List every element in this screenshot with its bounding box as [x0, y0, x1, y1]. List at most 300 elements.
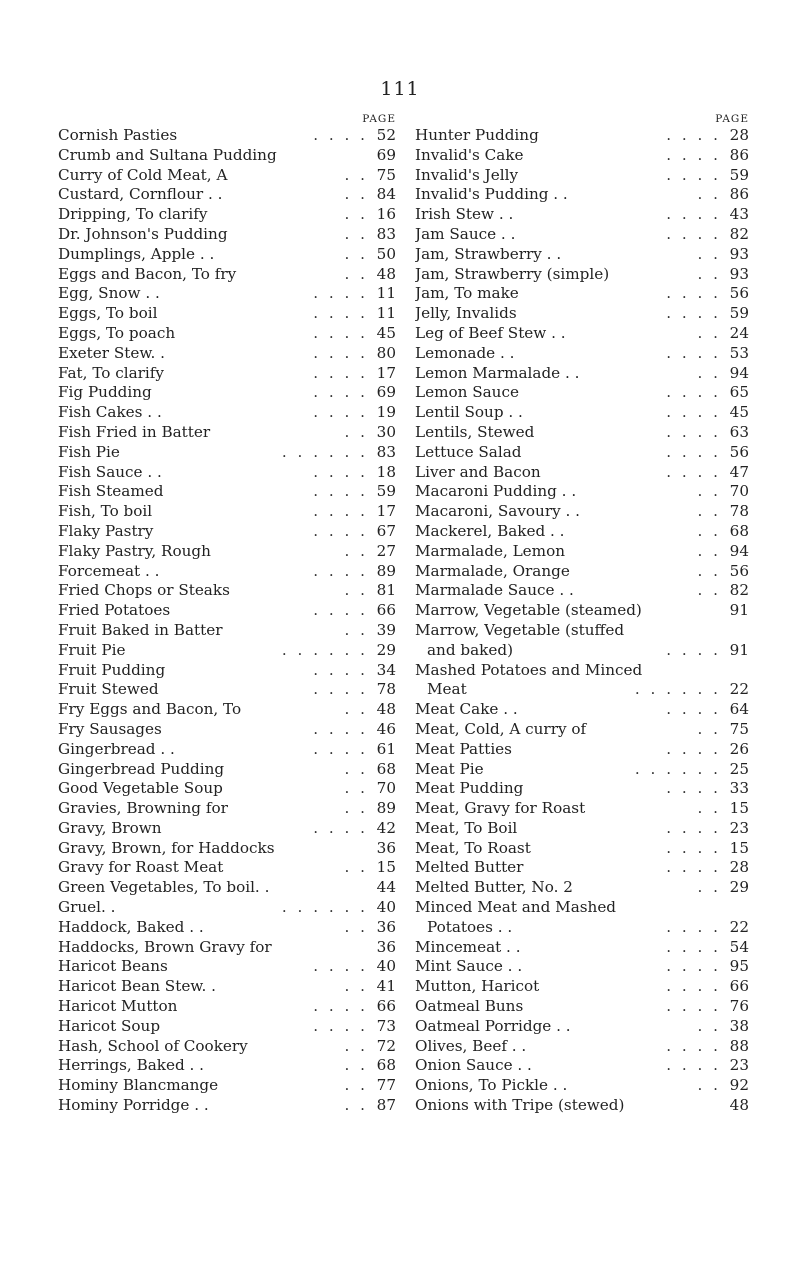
entry-page-number: 89 — [376, 561, 396, 580]
entry-page-number: 76 — [729, 997, 749, 1016]
entry-title: Fish Steamed — [58, 482, 164, 501]
entry-title: Marmalade, Orange — [415, 561, 570, 580]
leader-dots: . . . . . . — [634, 759, 721, 778]
entry-page-number: 28 — [729, 858, 749, 877]
index-entry — [58, 185, 396, 205]
leader-dots: . . — [344, 779, 368, 798]
entry-title: Marmalade, Lemon — [415, 541, 565, 560]
index-entry — [415, 799, 749, 819]
leader-dots: . . . . — [666, 700, 721, 719]
leader-dots: . . . . . . — [634, 680, 721, 699]
entry-page-number: 15 — [376, 858, 396, 877]
leader-dots: . . . . — [666, 937, 721, 956]
index-entry — [58, 146, 396, 166]
entry-page-number: 16 — [376, 205, 396, 224]
index-entry — [415, 621, 749, 661]
leader-dots: . . . . — [313, 403, 368, 422]
entry-title: Marrow, Vegetable (steamed) — [415, 601, 642, 620]
entry-page-number: 73 — [376, 1016, 396, 1035]
entry-page-number: 29 — [729, 878, 749, 897]
index-entry — [58, 1037, 396, 1057]
entry-title: Gruel. . — [58, 898, 116, 917]
entry-title: Flaky Pastry — [58, 521, 154, 540]
entry-page-number: 68 — [376, 759, 396, 778]
index-entry — [415, 720, 749, 740]
entry-title: Fry Eggs and Bacon, To — [58, 700, 242, 719]
entry-title: Hominy Blancmange — [58, 1076, 219, 1095]
index-entry — [58, 383, 396, 403]
entry-title: Eggs and Bacon, To fry — [58, 264, 237, 283]
leader-dots: . . — [344, 917, 368, 936]
entry-page-number: 41 — [376, 977, 396, 996]
leader-dots: . . . . — [313, 719, 368, 738]
entry-page-number: 46 — [376, 719, 396, 738]
leader-dots: . . — [697, 185, 721, 204]
entry-page-number: 56 — [729, 284, 749, 303]
leader-dots: . . — [344, 620, 368, 639]
entry-page-number: 17 — [376, 363, 396, 382]
entry-title: Invalid's Cake — [415, 145, 524, 164]
index-entry — [58, 760, 396, 780]
leader-dots: . . — [344, 1096, 368, 1115]
entry-page-number: 70 — [729, 482, 749, 501]
entry-title: Irish Stew . . — [415, 205, 514, 224]
index-entry — [415, 1017, 749, 1037]
index-entry — [58, 126, 396, 146]
entry-title: Oatmeal Buns — [415, 997, 524, 1016]
entry-page-number: 59 — [729, 304, 749, 323]
entry-title: Meat, To Roast — [415, 838, 531, 857]
entry-title: Meat Cake . . — [415, 700, 518, 719]
entry-page-number: 78 — [729, 502, 749, 521]
index-entry — [58, 839, 396, 859]
entry-title: Meat, Cold, A curry of — [415, 719, 587, 738]
entry-title: Hominy Porridge . . — [58, 1096, 209, 1115]
leader-dots: . . — [697, 719, 721, 738]
index-entry — [415, 522, 749, 542]
entry-title: Meat Pudding — [415, 779, 524, 798]
entry-title: Gingerbread . . — [58, 739, 175, 758]
entry-page-number: 11 — [376, 284, 396, 303]
entry-title: Jam Sauce . . — [415, 224, 516, 243]
index-entry — [415, 443, 749, 463]
entry-page-number: 23 — [729, 1056, 749, 1075]
entry-title: Fried Potatoes — [58, 601, 171, 620]
leader-dots: . . . . — [313, 284, 368, 303]
entry-page-number: 34 — [376, 660, 396, 679]
leader-dots: . . . . — [666, 1056, 721, 1075]
entry-page-number: 43 — [729, 205, 749, 224]
leader-dots: . . — [697, 264, 721, 283]
index-entry — [415, 957, 749, 977]
index-entry — [415, 1056, 749, 1076]
entry-page-number: 88 — [729, 1036, 749, 1055]
leader-dots: . . . . — [313, 363, 368, 382]
entry-page-number: 56 — [729, 561, 749, 580]
index-entry — [415, 185, 749, 205]
index-entry — [415, 225, 749, 245]
entry-page-number: 33 — [729, 779, 749, 798]
entry-title: Dripping, To clarify — [58, 205, 208, 224]
entry-title: Lentil Soup . . — [415, 403, 523, 422]
index-entry — [58, 225, 396, 245]
leader-dots: . . . . — [666, 779, 721, 798]
entry-page-number: 36 — [376, 937, 396, 956]
entry-page-number: 54 — [729, 937, 749, 956]
leader-dots: . . . . — [666, 917, 721, 936]
index-entry — [415, 700, 749, 720]
index-entry — [415, 562, 749, 582]
entry-page-number: 95 — [729, 957, 749, 976]
index-entry — [415, 898, 749, 938]
index-entry — [58, 581, 396, 601]
entry-page-number: 93 — [729, 244, 749, 263]
entry-title: Mint Sauce . . — [415, 957, 523, 976]
entry-page-number: 22 — [729, 917, 749, 936]
entry-page-number: 78 — [376, 680, 396, 699]
leader-dots: . . . . — [313, 818, 368, 837]
leader-dots: . . . . — [666, 957, 721, 976]
entry-page-number: 28 — [729, 126, 749, 144]
index-entry — [58, 957, 396, 977]
leader-dots: . . — [344, 700, 368, 719]
entry-page-number: 56 — [729, 442, 749, 461]
entry-title: Gingerbread Pudding — [58, 759, 225, 778]
index-entry — [58, 284, 396, 304]
leader-dots: . . — [697, 1016, 721, 1035]
leader-dots: . . . . — [666, 126, 721, 144]
index-entry — [58, 601, 396, 621]
index-entry — [415, 304, 749, 324]
index-entry — [58, 324, 396, 344]
entry-page-number: 48 — [376, 700, 396, 719]
entry-title: Hash, School of Cookery — [58, 1036, 248, 1055]
index-entry — [58, 542, 396, 562]
leader-dots: . . . . — [666, 818, 721, 837]
entry-page-number: 65 — [729, 383, 749, 402]
index-entry — [58, 1096, 396, 1116]
leader-dots: . . . . — [666, 462, 721, 481]
leader-dots: . . — [697, 581, 721, 600]
entry-page-number: 48 — [376, 264, 396, 283]
leader-dots: . . — [344, 581, 368, 600]
leader-dots: . . — [697, 482, 721, 501]
entry-title-continued: Potatoes . . — [427, 917, 513, 936]
index-list-right — [415, 126, 749, 1116]
index-entry — [58, 641, 396, 661]
index-entry — [58, 304, 396, 324]
index-entry — [58, 443, 396, 463]
index-entry — [58, 918, 396, 938]
entry-title: Fat, To clarify — [58, 363, 164, 382]
leader-dots: . . . . — [313, 343, 368, 362]
index-entry — [58, 898, 396, 918]
entry-page-number: 38 — [729, 1016, 749, 1035]
index-entry — [415, 601, 749, 621]
leader-dots: . . — [344, 858, 368, 877]
leader-dots: . . . . — [313, 304, 368, 323]
index-entry — [58, 1076, 396, 1096]
index-entry — [415, 502, 749, 522]
entry-page-number: 50 — [376, 244, 396, 263]
entry-title: Mackerel, Baked . . — [415, 521, 565, 540]
leader-dots: . . . . — [666, 343, 721, 362]
entry-page-number: 59 — [729, 165, 749, 184]
index-entry — [58, 205, 396, 225]
index-entry — [415, 997, 749, 1017]
entry-page-number: 75 — [729, 719, 749, 738]
leader-dots: . . . . — [666, 284, 721, 303]
index-entry — [415, 760, 749, 780]
leader-dots: . . . . — [313, 739, 368, 758]
entry-title: Hunter Pudding — [415, 126, 539, 144]
leader-dots: . . — [344, 541, 368, 560]
index-entry — [415, 423, 749, 443]
index-entry — [415, 878, 749, 898]
entry-title: Haricot Mutton — [58, 997, 178, 1016]
entry-page-number: 40 — [376, 957, 396, 976]
entry-title: Lemonade . . — [415, 343, 515, 362]
index-entry — [415, 1076, 749, 1096]
leader-dots: . . . . — [313, 323, 368, 342]
entry-page-number: 72 — [376, 1036, 396, 1055]
entry-page-number: 81 — [376, 581, 396, 600]
entry-page-number: 92 — [729, 1076, 749, 1095]
index-entry — [58, 858, 396, 878]
entry-title: Fig Pudding — [58, 383, 152, 402]
page-number: 111 — [380, 78, 420, 100]
leader-dots: . . — [344, 1056, 368, 1075]
leader-dots: . . — [344, 224, 368, 243]
entry-page-number: 17 — [376, 502, 396, 521]
leader-dots: . . . . — [313, 680, 368, 699]
index-entry — [415, 383, 749, 403]
index-column-left — [58, 112, 396, 1116]
entry-page-number: 45 — [729, 403, 749, 422]
index-entry — [415, 839, 749, 859]
leader-dots: . . . . — [313, 997, 368, 1016]
leader-dots: . . — [697, 541, 721, 560]
entry-page-number: 15 — [729, 799, 749, 818]
entry-page-number: 52 — [376, 126, 396, 144]
entry-title: Jelly, Invalids — [415, 304, 517, 323]
entry-title: Jam, Strawberry . . — [415, 244, 562, 263]
entry-title: Lentils, Stewed — [415, 422, 535, 441]
leader-dots: . . — [697, 561, 721, 580]
entry-page-number: 66 — [376, 601, 396, 620]
leader-dots: . . . . — [313, 482, 368, 501]
leader-dots: . . . . — [666, 442, 721, 461]
entry-title: Marrow, Vegetable (stuffed — [415, 620, 625, 639]
entry-title: Leg of Beef Stew . . — [415, 323, 566, 342]
entry-title: Melted Butter, No. 2 — [415, 878, 573, 897]
index-entry — [415, 1096, 749, 1116]
entry-page-number: 83 — [376, 442, 396, 461]
entry-title: Jam, To make — [415, 284, 519, 303]
leader-dots: . . . . — [666, 640, 721, 659]
entry-page-number: 83 — [376, 224, 396, 243]
leader-dots: . . . . — [666, 838, 721, 857]
index-entry — [58, 482, 396, 502]
entry-page-number: 94 — [729, 363, 749, 382]
leader-dots: . . . . — [666, 422, 721, 441]
entry-title: Minced Meat and Mashed — [415, 898, 617, 917]
leader-dots: . . . . — [666, 1036, 721, 1055]
entry-continuation — [415, 641, 749, 661]
leader-dots: . . . . — [313, 601, 368, 620]
entry-page-number: 66 — [729, 977, 749, 996]
entry-page-number: 29 — [376, 640, 396, 659]
index-entry — [415, 463, 749, 483]
entry-title: Jam, Strawberry (simple) — [415, 264, 610, 283]
entry-page-number: 23 — [729, 818, 749, 837]
entry-page-number: 39 — [376, 620, 396, 639]
entry-title: Mutton, Haricot — [415, 977, 540, 996]
leader-dots: . . — [697, 244, 721, 263]
entry-title: Egg, Snow . . — [58, 284, 160, 303]
entry-title: Forcemeat . . — [58, 561, 160, 580]
entry-title: Lemon Sauce — [415, 383, 519, 402]
entry-title: Fish Pie — [58, 442, 120, 461]
leader-dots: . . — [344, 1036, 368, 1055]
leader-dots: . . . . . . — [281, 898, 368, 917]
leader-dots: . . . . — [666, 165, 721, 184]
leader-dots: . . . . — [313, 561, 368, 580]
entry-title: Fruit Pudding — [58, 660, 166, 679]
entry-title: Gravies, Browning for — [58, 799, 228, 818]
index-list-left — [58, 126, 396, 1116]
index-entry — [58, 403, 396, 423]
entry-page-number: 27 — [376, 541, 396, 560]
leader-dots: . . . . — [313, 462, 368, 481]
entry-page-number: 24 — [729, 323, 749, 342]
index-entry — [58, 166, 396, 186]
leader-dots: . . — [697, 878, 721, 897]
index-entry — [58, 740, 396, 760]
entry-title: Oatmeal Porridge . . — [415, 1016, 571, 1035]
entry-page-number: 40 — [376, 898, 396, 917]
leader-dots: . . . . — [313, 383, 368, 402]
index-entry — [58, 878, 396, 898]
index-entry — [415, 146, 749, 166]
entry-continuation — [415, 680, 749, 700]
index-entry — [58, 522, 396, 542]
index-entry — [415, 126, 749, 146]
entry-title-continued: Meat — [427, 680, 467, 699]
index-entry — [415, 542, 749, 562]
leader-dots: . . . . — [313, 126, 368, 144]
index-entry — [58, 621, 396, 641]
entry-title: Haricot Bean Stew. . — [58, 977, 216, 996]
entry-title: Gravy, Brown — [58, 818, 162, 837]
leader-dots: . . . . — [666, 205, 721, 224]
entry-title: Haddock, Baked . . — [58, 917, 204, 936]
entry-page-number: 36 — [376, 838, 396, 857]
index-entry — [415, 858, 749, 878]
index-entry — [415, 779, 749, 799]
entry-title: Fish Fried in Batter — [58, 422, 211, 441]
entry-title: Onion Sauce . . — [415, 1056, 532, 1075]
index-entry — [415, 166, 749, 186]
index-entry — [58, 245, 396, 265]
entry-title: Mincemeat . . — [415, 937, 521, 956]
entry-page-number: 48 — [729, 1096, 749, 1115]
index-entry — [58, 779, 396, 799]
index-entry — [58, 463, 396, 483]
leader-dots: . . — [344, 977, 368, 996]
entry-title: Macaroni, Savoury . . — [415, 502, 580, 521]
entry-continuation — [415, 918, 749, 938]
index-entry — [415, 205, 749, 225]
entry-page-number: 93 — [729, 264, 749, 283]
entry-title: Mashed Potatoes and Minced — [415, 660, 643, 679]
entry-page-number: 64 — [729, 700, 749, 719]
index-entry — [415, 344, 749, 364]
entry-title: Invalid's Pudding . . — [415, 185, 568, 204]
leader-dots: . . . . — [666, 403, 721, 422]
leader-dots: . . — [344, 244, 368, 263]
index-entry — [58, 1056, 396, 1076]
index-entry — [415, 265, 749, 285]
entry-page-number: 75 — [376, 165, 396, 184]
index-entry — [415, 740, 749, 760]
index-entry — [58, 700, 396, 720]
entry-page-number: 66 — [376, 997, 396, 1016]
leader-dots: . . — [697, 521, 721, 540]
leader-dots: . . . . — [313, 1016, 368, 1035]
entry-page-number: 45 — [376, 323, 396, 342]
entry-page-number: 19 — [376, 403, 396, 422]
index-entry — [58, 265, 396, 285]
index-entry — [415, 482, 749, 502]
index-entry — [58, 997, 396, 1017]
index-entry — [58, 720, 396, 740]
leader-dots: . . — [697, 502, 721, 521]
leader-dots: . . — [344, 205, 368, 224]
entry-page-number: 94 — [729, 541, 749, 560]
entry-title: Marmalade Sauce . . — [415, 581, 574, 600]
entry-page-number: 42 — [376, 818, 396, 837]
leader-dots: . . — [697, 1076, 721, 1095]
entry-page-number: 22 — [729, 680, 749, 699]
index-entry — [415, 403, 749, 423]
entry-page-number: 47 — [729, 462, 749, 481]
leader-dots: . . . . — [313, 521, 368, 540]
entry-page-number: 69 — [376, 145, 396, 164]
entry-title: Crumb and Sultana Pudding — [58, 145, 277, 164]
entry-title: Fruit Baked in Batter — [58, 620, 223, 639]
entry-page-number: 25 — [729, 759, 749, 778]
leader-dots: . . . . . . — [281, 640, 368, 659]
index-entry — [415, 581, 749, 601]
entry-title: Lettuce Salad — [415, 442, 522, 461]
leader-dots: . . . . — [313, 660, 368, 679]
entry-title: Green Vegetables, To boil. . — [58, 878, 270, 897]
entry-title: Meat, To Boil — [415, 818, 518, 837]
entry-page-number: 63 — [729, 422, 749, 441]
leader-dots: . . . . — [666, 858, 721, 877]
entry-page-number: 36 — [376, 917, 396, 936]
index-entry — [415, 1037, 749, 1057]
index-entry — [58, 661, 396, 681]
entry-page-number: 89 — [376, 799, 396, 818]
entry-page-number: 44 — [376, 878, 396, 897]
leader-dots: . . . . — [666, 304, 721, 323]
index-entry — [58, 938, 396, 958]
entry-title: Liver and Bacon — [415, 462, 541, 481]
entry-page-number: 11 — [376, 304, 396, 323]
entry-title: Fish Sauce . . — [58, 462, 162, 481]
